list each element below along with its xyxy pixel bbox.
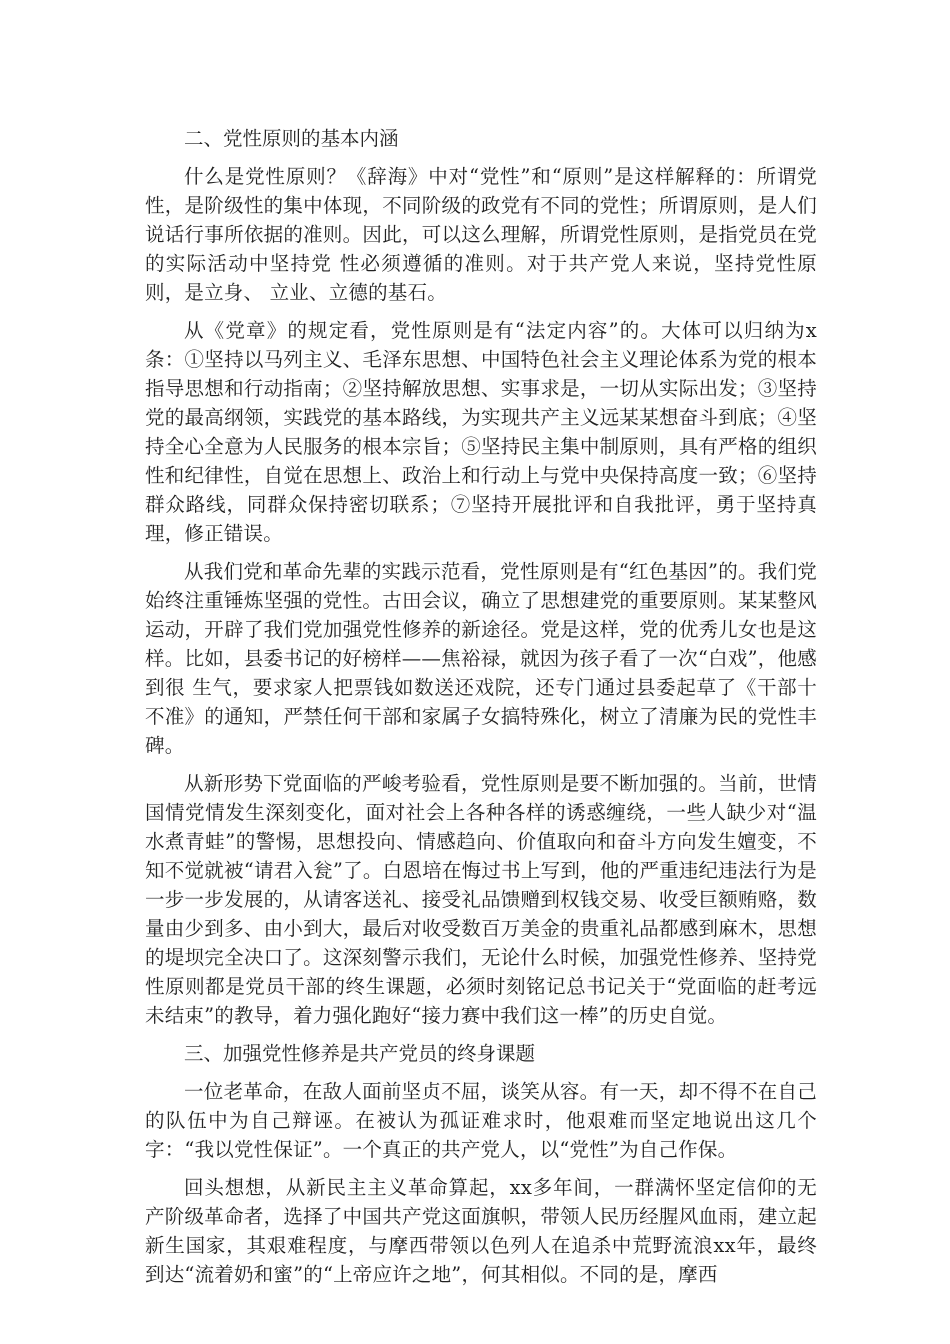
section-heading: 二、党性原则的基本内涵 [184,127,399,150]
paragraph: 什么是党性原则？《辞海》中对“党性”和“原则”是这样解释的：所谓党性，是阶级性的集中体现，不同阶级的政党有不同的党性；所谓原则，是人们说话行事所依据的准则。因此，可以这么理解，所谓党性原则，是指党员在党的实际活动中坚持党 性必须遵循的准则。对于共产党人来说，坚持党性原则，是立身、 立业、立德的基石。 [145,165,817,304]
paragraph: 从新形势下党面临的严峻考验看，党性原则是要不断加强的。当前，世情国情党情发生深刻变化，面对社会上各种各样的诱惑缠绕，一些人缺少对“温水煮青蛙”的警惕，思想投向、情感趋向、价值取向和奋斗方向发生嬗变，不知不觉就被“请君入瓮”了。白恩培在悔过书上写到，他的严重违纪违法行为是一步一步发展的，从请客送礼、接受礼品馈赠到权钱交易、收受巨额贿赂，数量由少到多、由小到大，最后对收受数百万美金的贵重礼品都感到麻木，思想的堤坝完全决口了。这深刻警示我们，无论什么时候，加强党性修养、坚持党性原则都是党员干部的终生课题，必须时刻铭记总书记关于“党面临的赶考远未结束”的教导，着力强化跑好“接力赛中我们这一棒”的历史自觉。 [145,772,817,1027]
paragraph: 从我们党和革命先辈的实践示范看，党性原则是有“红色基因”的。我们党始终注重锤炼坚强的党性。古田会议，确立了思想建党的重要原则。某某整风运动，开辟了我们党加强党性修养的新途径。党是这样，党的优秀儿女也是这样。比如，县委书记的好榜样——焦裕禄，就因为孩子看了一次“白戏”，他感到很 生气，要求家人把票钱如数送还戏院，还专门通过县委起草了《干部十不准》的通知，严禁任何干部和家属子女搞特殊化，树立了清廉为民的党性丰碑。 [145,560,817,757]
paragraph: 回头想想，从新民主主义革命算起，xx多年间，一群满怀坚定信仰的无产阶级革命者，选择了中国共产党这面旗帜，带领人民历经腥风血雨，建立起新生国家，其艰难程度，与摩西带领以色列人在追杀中荒野流浪xx年，最终到达“流着奶和蜜”的“上帝应许之地”，何其相似。不同的是，摩西 [145,1176,817,1286]
paragraph: 从《党章》的规定看，党性原则是有“法定内容”的。大体可以归纳为x条：①坚持以马列主义、毛泽东思想、中国特色社会主义理论体系为党的根本指导思想和行动指南；②坚持解放思想、实事求是，一切从实际出发；③坚持党的最高纲领，实践党的基本路线，为实现共产主义远某某想奋斗到底；④坚持全心全意为人民服务的根本宗旨；⑤坚持民主集中制原则，具有严格的组织性和纪律性，自觉在思想上、政治上和行动上与党中央保持高度一致；⑥坚持群众路线，同群众保持密切联系；⑦坚持开展批评和自我批评，勇于坚持真理，修正错误。 [145,319,817,545]
paragraph: 一位老革命，在敌人面前坚贞不屈，谈笑从容。有一天，却不得不在自己的队伍中为自己辩诬。在被认为孤证难求时，他艰难而坚定地说出这几个字：“我以党性保证”。一个真正的共产党人，以“党性”为自己作保。 [145,1080,817,1161]
section-heading: 三、加强党性修养是共产党员的终身课题 [184,1042,536,1065]
document-body [145,124,817,1298]
